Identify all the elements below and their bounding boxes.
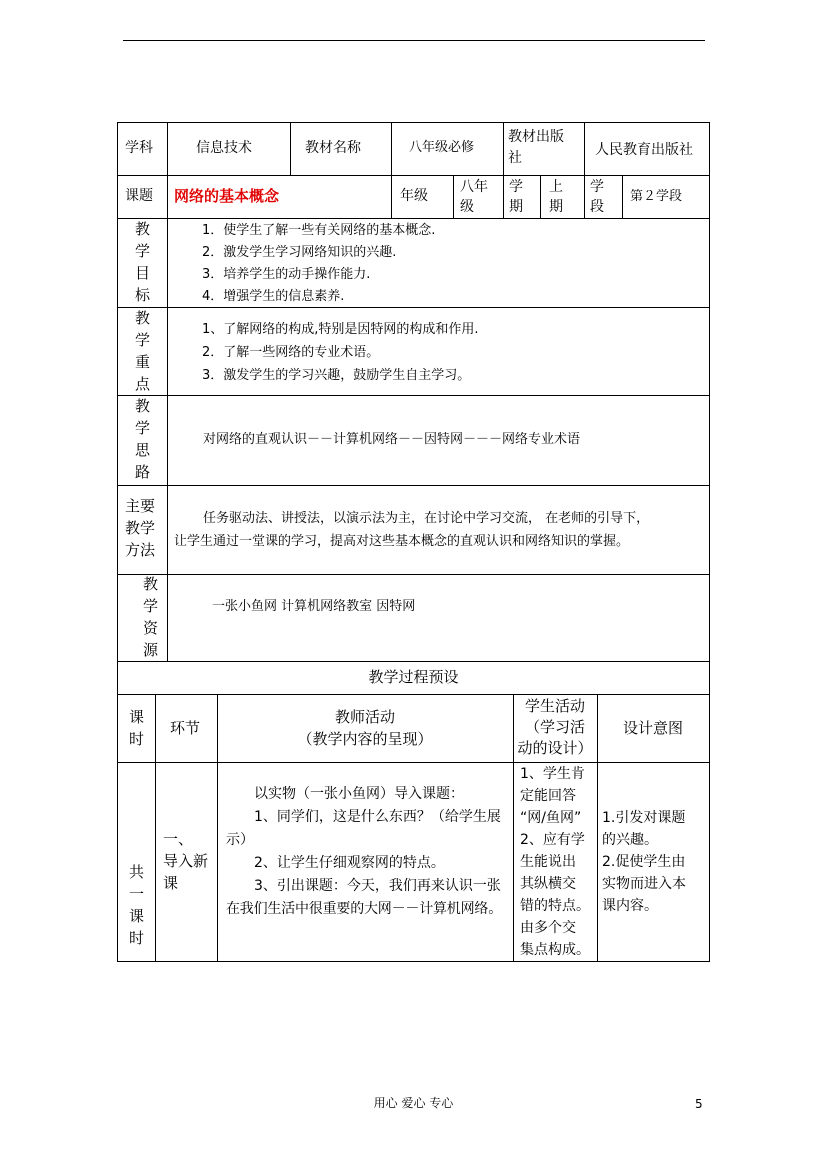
col-divider (167, 175, 168, 218)
term-value: 上 (549, 179, 563, 195)
grade-label: 年级 (400, 188, 428, 204)
resources-label: 学 (143, 597, 159, 615)
student-activity: 2、应有学 (520, 832, 585, 848)
period-cell: 一 (129, 885, 145, 903)
col-divider (167, 218, 168, 661)
focus-item: 2．了解一些网络的专业术语。 (202, 345, 380, 360)
period-cell: 共 (129, 863, 145, 881)
goal-item: 4．增强学生的信息素养. (202, 289, 345, 304)
stage-label-cont: 段 (590, 199, 604, 215)
resources-label: 源 (143, 641, 159, 659)
design-intent: 的兴趣。 (602, 832, 658, 848)
table-border-left (117, 122, 118, 962)
col-divider (155, 694, 156, 961)
resources-label: 资 (143, 619, 159, 637)
thinking-label: 学 (135, 419, 151, 437)
focus-label: 教 (135, 309, 151, 327)
col-divider (453, 175, 454, 218)
design-intent: 课内容。 (602, 898, 658, 914)
resources-text: 一张小鱼网 计算机网络教室 因特网 (212, 599, 416, 614)
goals-label: 教 (135, 220, 151, 238)
goals-label: 目 (135, 264, 151, 282)
focus-label: 重 (135, 353, 151, 371)
textbook-label: 教材名称 (305, 140, 361, 156)
goal-item: 2．激发学生学习网络知识的兴趣. (202, 245, 397, 260)
student-activity: 生能说出 (520, 854, 576, 870)
student-activity: 由多个交 (520, 920, 576, 936)
process-title: 教学过程预设 (368, 668, 459, 686)
student-activity: 1、学生肯 (520, 766, 585, 782)
subject-value: 信息技术 (196, 140, 252, 156)
student-activity: “网/鱼网” (520, 810, 582, 826)
grade-value: 八年 (460, 179, 488, 195)
table-border-bottom (117, 961, 710, 962)
teacher-activity: 以实物（一张小鱼网）导入课题： (254, 786, 464, 802)
col-stage-header: 环节 (170, 719, 201, 737)
teacher-activity: 示） (226, 832, 254, 848)
thinking-label: 路 (135, 463, 151, 481)
teacher-activity: 3、引出课题：今天，我们再来认识一张 (254, 878, 501, 894)
publisher-label: 教材出版 (508, 129, 564, 145)
table-border-top (117, 122, 710, 123)
resources-label: 教 (143, 575, 159, 593)
design-intent: 2.促使学生由 (602, 854, 686, 870)
table-border-right (709, 122, 710, 962)
stage-cell: 课 (163, 874, 179, 892)
goals-label: 学 (135, 242, 151, 260)
methods-label: 主要 (125, 497, 156, 515)
col-divider (503, 175, 504, 218)
methods-label: 教学 (125, 519, 156, 537)
col-intent-header: 设计意图 (622, 719, 683, 737)
col-divider (584, 175, 585, 218)
col-divider (167, 122, 168, 175)
focus-label: 学 (135, 331, 151, 349)
student-activity: 集点构成。 (520, 942, 590, 958)
goal-item: 1．使学生了解一些有关网络的基本概念. (202, 223, 436, 238)
col-divider (503, 122, 504, 175)
goal-item: 3．培养学生的动手操作能力. (202, 267, 371, 282)
row-divider (117, 661, 710, 662)
stage-value: 第２学段 (630, 189, 683, 204)
publisher-label-cont: 社 (508, 150, 522, 166)
teacher-activity: 2、让学生仔细观察网的特点。 (254, 855, 445, 871)
col-teacher-header-cont: （教学内容的呈现） (297, 730, 433, 748)
row-divider (117, 485, 710, 486)
goals-label: 标 (135, 286, 151, 304)
teacher-activity: 在我们生活中很重要的大网－－计算机网络。 (226, 901, 502, 917)
stage-cell: 一、 (163, 830, 194, 848)
student-activity: 错的特点。 (520, 898, 590, 914)
row-divider (117, 395, 710, 396)
textbook-value: 八年级必修 (409, 140, 475, 155)
row-divider (117, 762, 710, 763)
col-divider (391, 122, 392, 175)
focus-item: 1、了解网络的构成,特别是因特网的构成和作用. (202, 322, 479, 337)
period-cell: 课 (129, 907, 145, 925)
col-divider (584, 122, 585, 175)
col-student-header: 学生活动 (524, 697, 585, 715)
header-rule (123, 40, 705, 41)
col-period-header-cont: 时 (129, 730, 145, 748)
student-activity: 定能回答 (520, 788, 576, 804)
publisher-value: 人民教育出版社 (595, 142, 693, 158)
thinking-label: 教 (135, 397, 151, 415)
teacher-activity: 1、同学们，这是什么东西？（给学生展 (254, 809, 501, 825)
col-period-header: 课 (129, 708, 145, 726)
design-intent: 1.引发对课题 (602, 810, 686, 826)
row-divider (117, 574, 710, 575)
thinking-label: 思 (135, 441, 151, 459)
col-divider (622, 175, 623, 218)
thinking-text: 对网络的直观认识－－计算机网络－－因特网－－－网络专业术语 (203, 432, 581, 447)
col-student-header-cont: 动的设计） (517, 739, 593, 757)
col-divider (540, 175, 541, 218)
grade-value-cont: 级 (460, 199, 474, 215)
term-label-cont: 期 (509, 199, 523, 215)
term-value-cont: 期 (549, 199, 563, 215)
subject-label: 学科 (125, 140, 153, 156)
topic-label: 课题 (125, 188, 153, 204)
page-number: 5 (695, 1097, 703, 1111)
methods-text: 任务驱动法、讲授法，以演示法为主，在讨论中学习交流， 在老师的引导下， (203, 511, 650, 526)
term-label: 学 (509, 179, 523, 195)
col-divider (391, 175, 392, 218)
col-divider (290, 122, 291, 175)
row-divider (117, 218, 710, 219)
focus-item: 3．激发学生的学习兴趣，鼓励学生自主学习。 (202, 368, 471, 383)
footer-motto: 用心 爱心 专心 (373, 1096, 454, 1110)
methods-label: 方法 (125, 541, 156, 559)
col-teacher-header: 教师活动 (334, 708, 395, 726)
methods-text-cont: 让学生通过一堂课的学习，提高对这些基本概念的直观认识和网络知识的掌握。 (174, 534, 630, 549)
focus-label: 点 (135, 375, 151, 393)
lesson-title: 网络的基本概念 (174, 187, 280, 205)
row-divider (117, 694, 710, 695)
stage-label: 学 (590, 179, 604, 195)
stage-cell: 导入新 (163, 852, 209, 870)
row-divider (117, 307, 710, 308)
period-cell: 时 (129, 929, 145, 947)
col-student-header-cont: （学习活 (524, 718, 585, 736)
design-intent: 实物而进入本 (602, 876, 686, 892)
student-activity: 其纵横交 (520, 876, 576, 892)
